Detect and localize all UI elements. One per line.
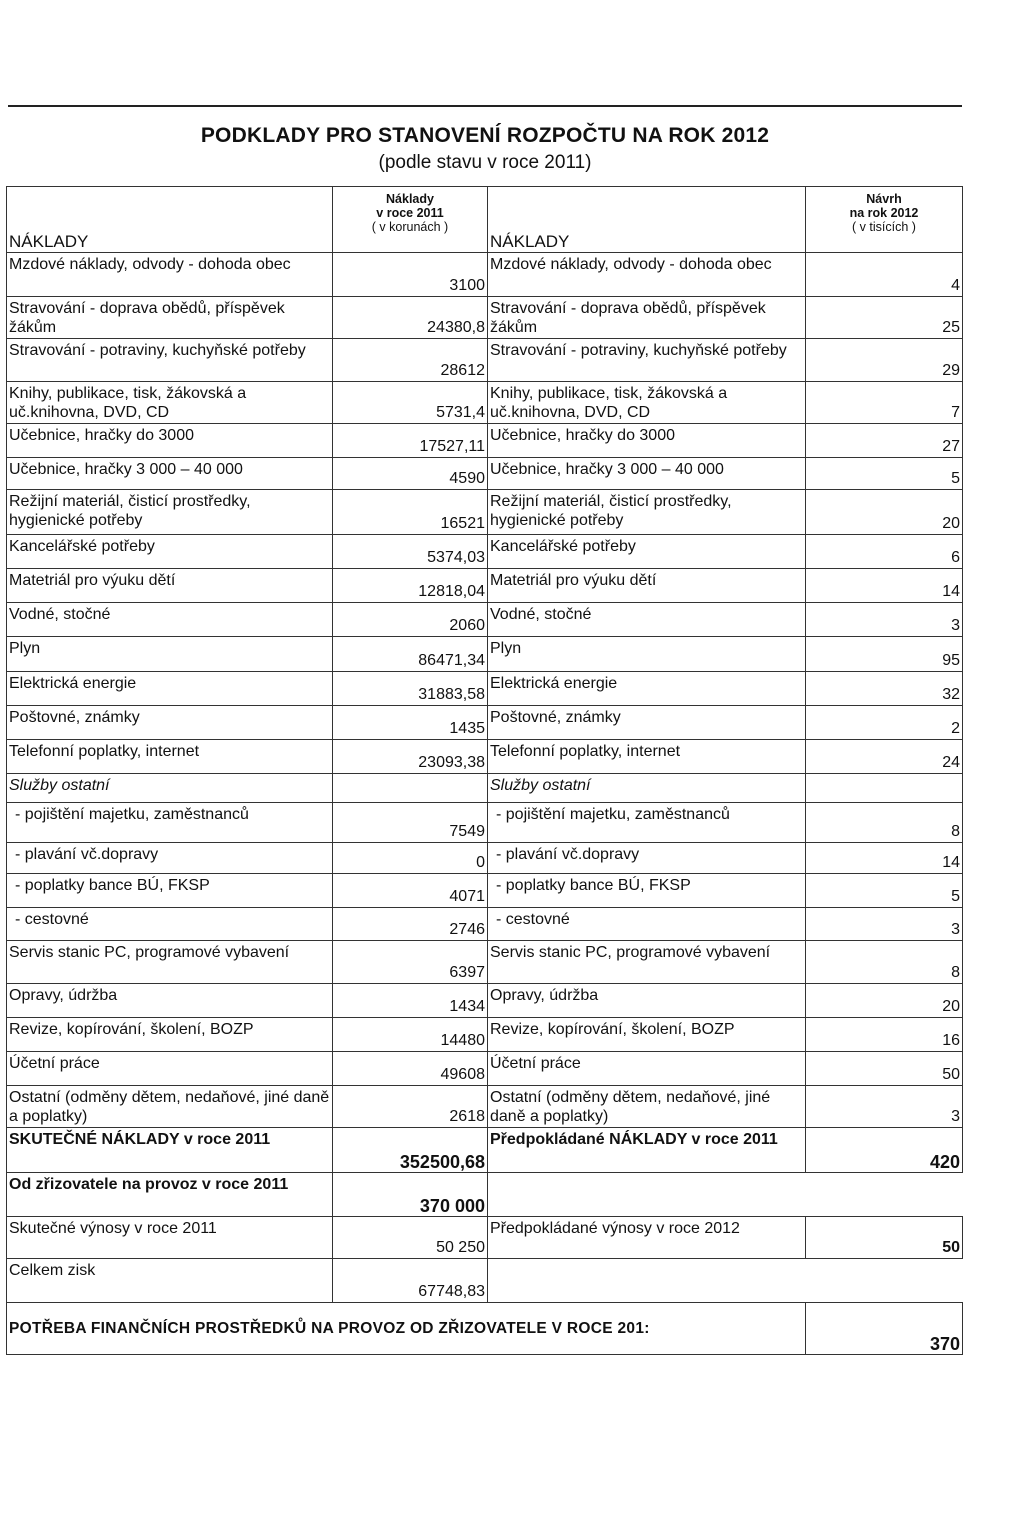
row-label: Stravování - doprava obědů, příspěvek žákům — [7, 297, 333, 339]
row-label: Učebnice, hračky 3 000 – 40 000 — [7, 458, 333, 490]
row-cost-2011: 7549 — [333, 803, 488, 843]
row-proposal-2012: 20 — [806, 490, 963, 535]
row-label-repeat: Účetní práce — [488, 1052, 806, 1086]
row-label-repeat: Revize, kopírování, školení, BOZP — [488, 1018, 806, 1052]
row-proposal-2012: 16 — [806, 1018, 963, 1052]
row-cost-2011: 16521 — [333, 490, 488, 535]
row-proposal-2012: 6 — [806, 535, 963, 569]
row-proposal-2012 — [806, 774, 963, 803]
table-row — [7, 1018, 963, 1052]
row-label: Služby ostatní — [7, 774, 333, 803]
row-cost-2011: 1435 — [333, 706, 488, 740]
income-row — [7, 1217, 963, 1259]
founder-need-label: POTŘEBA FINANČNÍCH PROSTŘEDKŮ NA PROVOZ OD ZŘIZOVATELE V ROCE 201: — [7, 1303, 806, 1355]
row-cost-2011: 31883,58 — [333, 672, 488, 706]
row-label: - poplatky bance BÚ, FKSP — [7, 874, 333, 908]
row-cost-2011: 23093,38 — [333, 740, 488, 774]
row-label-repeat: - cestovné — [488, 908, 806, 941]
row-cost-2011: 4071 — [333, 874, 488, 908]
row-label: Učebnice, hračky do 3000 — [7, 424, 333, 458]
row-proposal-2012: 8 — [806, 803, 963, 843]
row-label-repeat: Učebnice, hračky 3 000 – 40 000 — [488, 458, 806, 490]
row-proposal-2012: 50 — [806, 1052, 963, 1086]
row-cost-2011: 49608 — [333, 1052, 488, 1086]
table-row — [7, 874, 963, 908]
row-label: Matetriál pro výuku dětí — [7, 569, 333, 603]
table-row — [7, 339, 963, 382]
header-left-label: NÁKLADY — [7, 187, 333, 253]
row-label-repeat: Plyn — [488, 637, 806, 672]
table-row — [7, 297, 963, 339]
table-row — [7, 535, 963, 569]
row-proposal-2012: 3 — [806, 908, 963, 941]
row-label: - cestovné — [7, 908, 333, 941]
table-row — [7, 424, 963, 458]
table-row — [7, 740, 963, 774]
table-row — [7, 941, 963, 984]
header-right-label: NÁKLADY — [488, 187, 806, 253]
row-label: Stravování - potraviny, kuchyňské potřeby — [7, 339, 333, 382]
budget-table — [6, 186, 963, 1355]
profit-row — [7, 1259, 963, 1303]
row-proposal-2012: 3 — [806, 1086, 963, 1128]
income-value: 50 250 — [333, 1217, 488, 1259]
row-label-repeat: Služby ostatní — [488, 774, 806, 803]
profit-label: Celkem zisk — [7, 1259, 333, 1303]
row-proposal-2012: 7 — [806, 382, 963, 424]
row-cost-2011: 2060 — [333, 603, 488, 637]
row-cost-2011: 2618 — [333, 1086, 488, 1128]
row-proposal-2012: 3 — [806, 603, 963, 637]
row-label-repeat: Učebnice, hračky do 3000 — [488, 424, 806, 458]
table-row — [7, 908, 963, 941]
income-label: Skutečné výnosy v roce 2011 — [7, 1217, 333, 1259]
row-label-repeat: Režijní materiál, čisticí prostředky, hygienické potřeby — [488, 490, 806, 535]
header-proposal-2012: Návrh na rok 2012 ( v tisících ) — [806, 187, 963, 253]
founder-need-row — [7, 1303, 963, 1355]
row-cost-2011: 0 — [333, 843, 488, 874]
table-row — [7, 672, 963, 706]
table-row — [7, 569, 963, 603]
table-row — [7, 637, 963, 672]
actual-costs-label: SKUTEČNÉ NÁKLADY v roce 2011 — [7, 1128, 333, 1173]
row-label-repeat: Opravy, údržba — [488, 984, 806, 1018]
row-label-repeat: - pojištění majetku, zaměstnanců — [488, 803, 806, 843]
row-cost-2011: 12818,04 — [333, 569, 488, 603]
row-label: Revize, kopírování, školení, BOZP — [7, 1018, 333, 1052]
expected-costs-value: 420 — [806, 1128, 963, 1173]
row-proposal-2012: 14 — [806, 843, 963, 874]
row-label: Poštovné, známky — [7, 706, 333, 740]
table-row — [7, 1086, 963, 1128]
empty-cell — [806, 1259, 963, 1303]
row-label-repeat: Elektrická energie — [488, 672, 806, 706]
row-label-repeat: Kancelářské potřeby — [488, 535, 806, 569]
row-cost-2011: 86471,34 — [333, 637, 488, 672]
row-cost-2011 — [333, 774, 488, 803]
row-label-repeat: - poplatky bance BÚ, FKSP — [488, 874, 806, 908]
expected-costs-label: Předpokládané NÁKLADY v roce 2011 — [488, 1128, 806, 1173]
profit-value: 67748,83 — [333, 1259, 488, 1303]
row-cost-2011: 24380,8 — [333, 297, 488, 339]
founder-need-value: 370 — [806, 1303, 963, 1355]
actual-costs-row — [7, 1128, 963, 1173]
row-label: Opravy, údržba — [7, 984, 333, 1018]
row-label-repeat: Stravování - potraviny, kuchyňské potřeby — [488, 339, 806, 382]
row-label-repeat: Poštovné, známky — [488, 706, 806, 740]
row-cost-2011: 3100 — [333, 253, 488, 297]
expected-income-label: Předpokládané výnosy v roce 2012 — [488, 1217, 806, 1259]
empty-cell — [806, 1173, 963, 1217]
top-divider — [8, 105, 962, 107]
row-label-repeat: Stravování - doprava obědů, příspěvek žákům — [488, 297, 806, 339]
row-cost-2011: 17527,11 — [333, 424, 488, 458]
table-row — [7, 984, 963, 1018]
row-label: Elektrická energie — [7, 672, 333, 706]
row-label: - plavání vč.dopravy — [7, 843, 333, 874]
row-cost-2011: 1434 — [333, 984, 488, 1018]
row-label: Servis stanic PC, programové vybavení — [7, 941, 333, 984]
row-label: Ostatní (odměny dětem, nedaňové, jiné daně a poplatky) — [7, 1086, 333, 1128]
row-cost-2011: 6397 — [333, 941, 488, 984]
row-label-repeat: - plavání vč.dopravy — [488, 843, 806, 874]
page-title: PODKLADY PRO STANOVENÍ ROZPOČTU NA ROK 2012 — [200, 124, 770, 147]
table-row — [7, 843, 963, 874]
founder-contribution-label: Od zřizovatele na provoz v roce 2011 — [7, 1173, 333, 1217]
row-proposal-2012: 2 — [806, 706, 963, 740]
row-proposal-2012: 25 — [806, 297, 963, 339]
table-row — [7, 1052, 963, 1086]
table-row — [7, 603, 963, 637]
row-label-repeat: Telefonní poplatky, internet — [488, 740, 806, 774]
row-cost-2011: 2746 — [333, 908, 488, 941]
row-label-repeat: Matetriál pro výuku dětí — [488, 569, 806, 603]
header-cost-2011: Náklady v roce 2011 ( v korunách ) — [333, 187, 488, 253]
table-header-row — [7, 187, 963, 253]
empty-cell — [488, 1173, 806, 1217]
row-label: Účetní práce — [7, 1052, 333, 1086]
table-row — [7, 253, 963, 297]
row-label: Telefonní poplatky, internet — [7, 740, 333, 774]
row-proposal-2012: 27 — [806, 424, 963, 458]
row-proposal-2012: 29 — [806, 339, 963, 382]
row-label: Mzdové náklady, odvody - dohoda obec — [7, 253, 333, 297]
row-cost-2011: 5731,4 — [333, 382, 488, 424]
row-label-repeat: Ostatní (odměny dětem, nedaňové, jiné daně a poplatky) — [488, 1086, 806, 1128]
table-row — [7, 458, 963, 490]
row-cost-2011: 4590 — [333, 458, 488, 490]
row-proposal-2012: 20 — [806, 984, 963, 1018]
row-cost-2011: 5374,03 — [333, 535, 488, 569]
row-proposal-2012: 5 — [806, 458, 963, 490]
table-row — [7, 774, 963, 803]
expected-income-value: 50 — [806, 1217, 963, 1259]
row-cost-2011: 28612 — [333, 339, 488, 382]
table-row — [7, 490, 963, 535]
row-label-repeat: Servis stanic PC, programové vybavení — [488, 941, 806, 984]
row-proposal-2012: 8 — [806, 941, 963, 984]
table-row — [7, 803, 963, 843]
row-label: - pojištění majetku, zaměstnanců — [7, 803, 333, 843]
actual-costs-value: 352500,68 — [333, 1128, 488, 1173]
row-proposal-2012: 14 — [806, 569, 963, 603]
row-proposal-2012: 95 — [806, 637, 963, 672]
row-label-repeat: Mzdové náklady, odvody - dohoda obec — [488, 253, 806, 297]
row-proposal-2012: 24 — [806, 740, 963, 774]
founder-contribution-value: 370 000 — [333, 1173, 488, 1217]
founder-row — [7, 1173, 963, 1217]
table-row — [7, 382, 963, 424]
page-subtitle: (podle stavu v roce 2011) — [378, 152, 592, 173]
row-label: Knihy, publikace, tisk, žákovská a uč.knihovna, DVD, CD — [7, 382, 333, 424]
row-cost-2011: 14480 — [333, 1018, 488, 1052]
empty-cell — [488, 1259, 806, 1303]
row-proposal-2012: 5 — [806, 874, 963, 908]
row-label: Kancelářské potřeby — [7, 535, 333, 569]
table-row — [7, 706, 963, 740]
row-proposal-2012: 4 — [806, 253, 963, 297]
row-label: Režijní materiál, čisticí prostředky, hygienické potřeby — [7, 490, 333, 535]
row-proposal-2012: 32 — [806, 672, 963, 706]
row-label: Vodné, stočné — [7, 603, 333, 637]
row-label: Plyn — [7, 637, 333, 672]
row-label-repeat: Knihy, publikace, tisk, žákovská a uč.knihovna, DVD, CD — [488, 382, 806, 424]
row-label-repeat: Vodné, stočné — [488, 603, 806, 637]
